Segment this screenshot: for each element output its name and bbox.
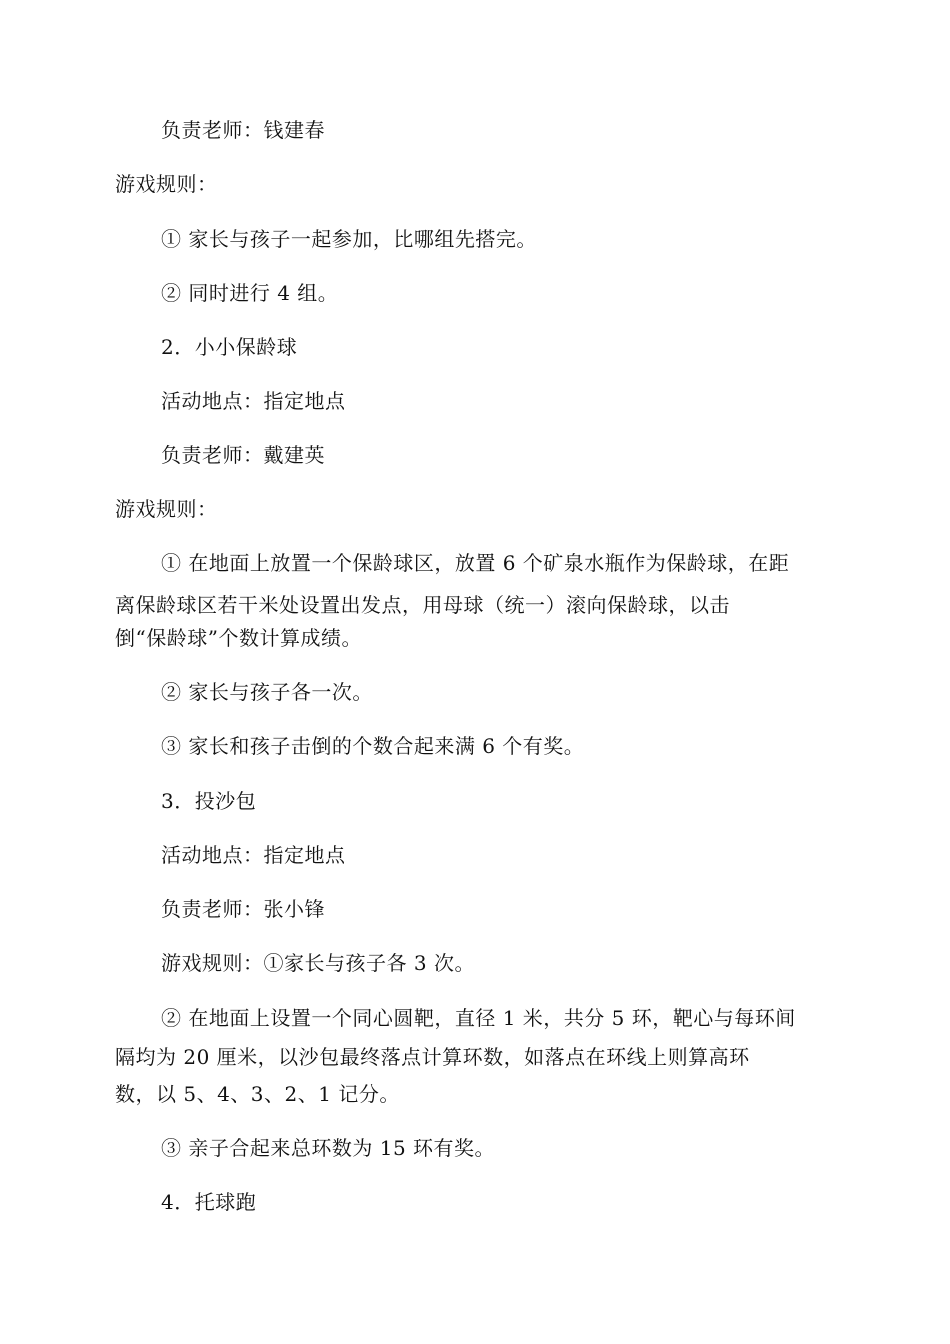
activity-title: 4．托球跑	[161, 1190, 257, 1214]
teacher-line: 负责老师：张小锋	[161, 897, 325, 921]
location-line: 活动地点：指定地点	[161, 389, 346, 413]
activity-title: 3．投沙包	[161, 789, 257, 813]
activity-title: 2．小小保龄球	[161, 335, 298, 359]
teacher-line: 负责老师：戴建英	[161, 443, 325, 467]
rule-item: ① 家长与孩子一起参加，比哪组先搭完。	[161, 227, 537, 251]
rule-item: ③ 家长和孩子击倒的个数合起来满 6 个有奖。	[161, 734, 585, 758]
rules-heading: 游戏规则：	[115, 497, 218, 521]
rules-line: 游戏规则：①家长与孩子各 3 次。	[161, 951, 475, 975]
rule-item-continuation: 离保龄球区若干米处设置出发点，用母球（统一）滚向保龄球，以击	[115, 593, 730, 617]
location-line: 活动地点：指定地点	[161, 843, 346, 867]
rule-item-continuation: 数，以 5、4、3、2、1 记分。	[115, 1082, 400, 1106]
rules-heading: 游戏规则：	[115, 172, 218, 196]
rule-item: ② 在地面上设置一个同心圆靶，直径 1 米，共分 5 环，靶心与每环间	[161, 1006, 796, 1030]
rule-item-continuation: 隔均为 20 厘米，以沙包最终落点计算环数，如落点在环线上则算高环	[115, 1045, 750, 1069]
rule-item: ① 在地面上放置一个保龄球区，放置 6 个矿泉水瓶作为保龄球，在距	[161, 551, 790, 575]
rule-item: ③ 亲子合起来总环数为 15 环有奖。	[161, 1136, 496, 1160]
rule-item-continuation: 倒“保龄球”个数计算成绩。	[115, 626, 362, 650]
rule-item: ② 同时进行 4 组。	[161, 281, 339, 305]
rule-item: ② 家长与孩子各一次。	[161, 680, 373, 704]
teacher-line: 负责老师：钱建春	[161, 118, 325, 142]
